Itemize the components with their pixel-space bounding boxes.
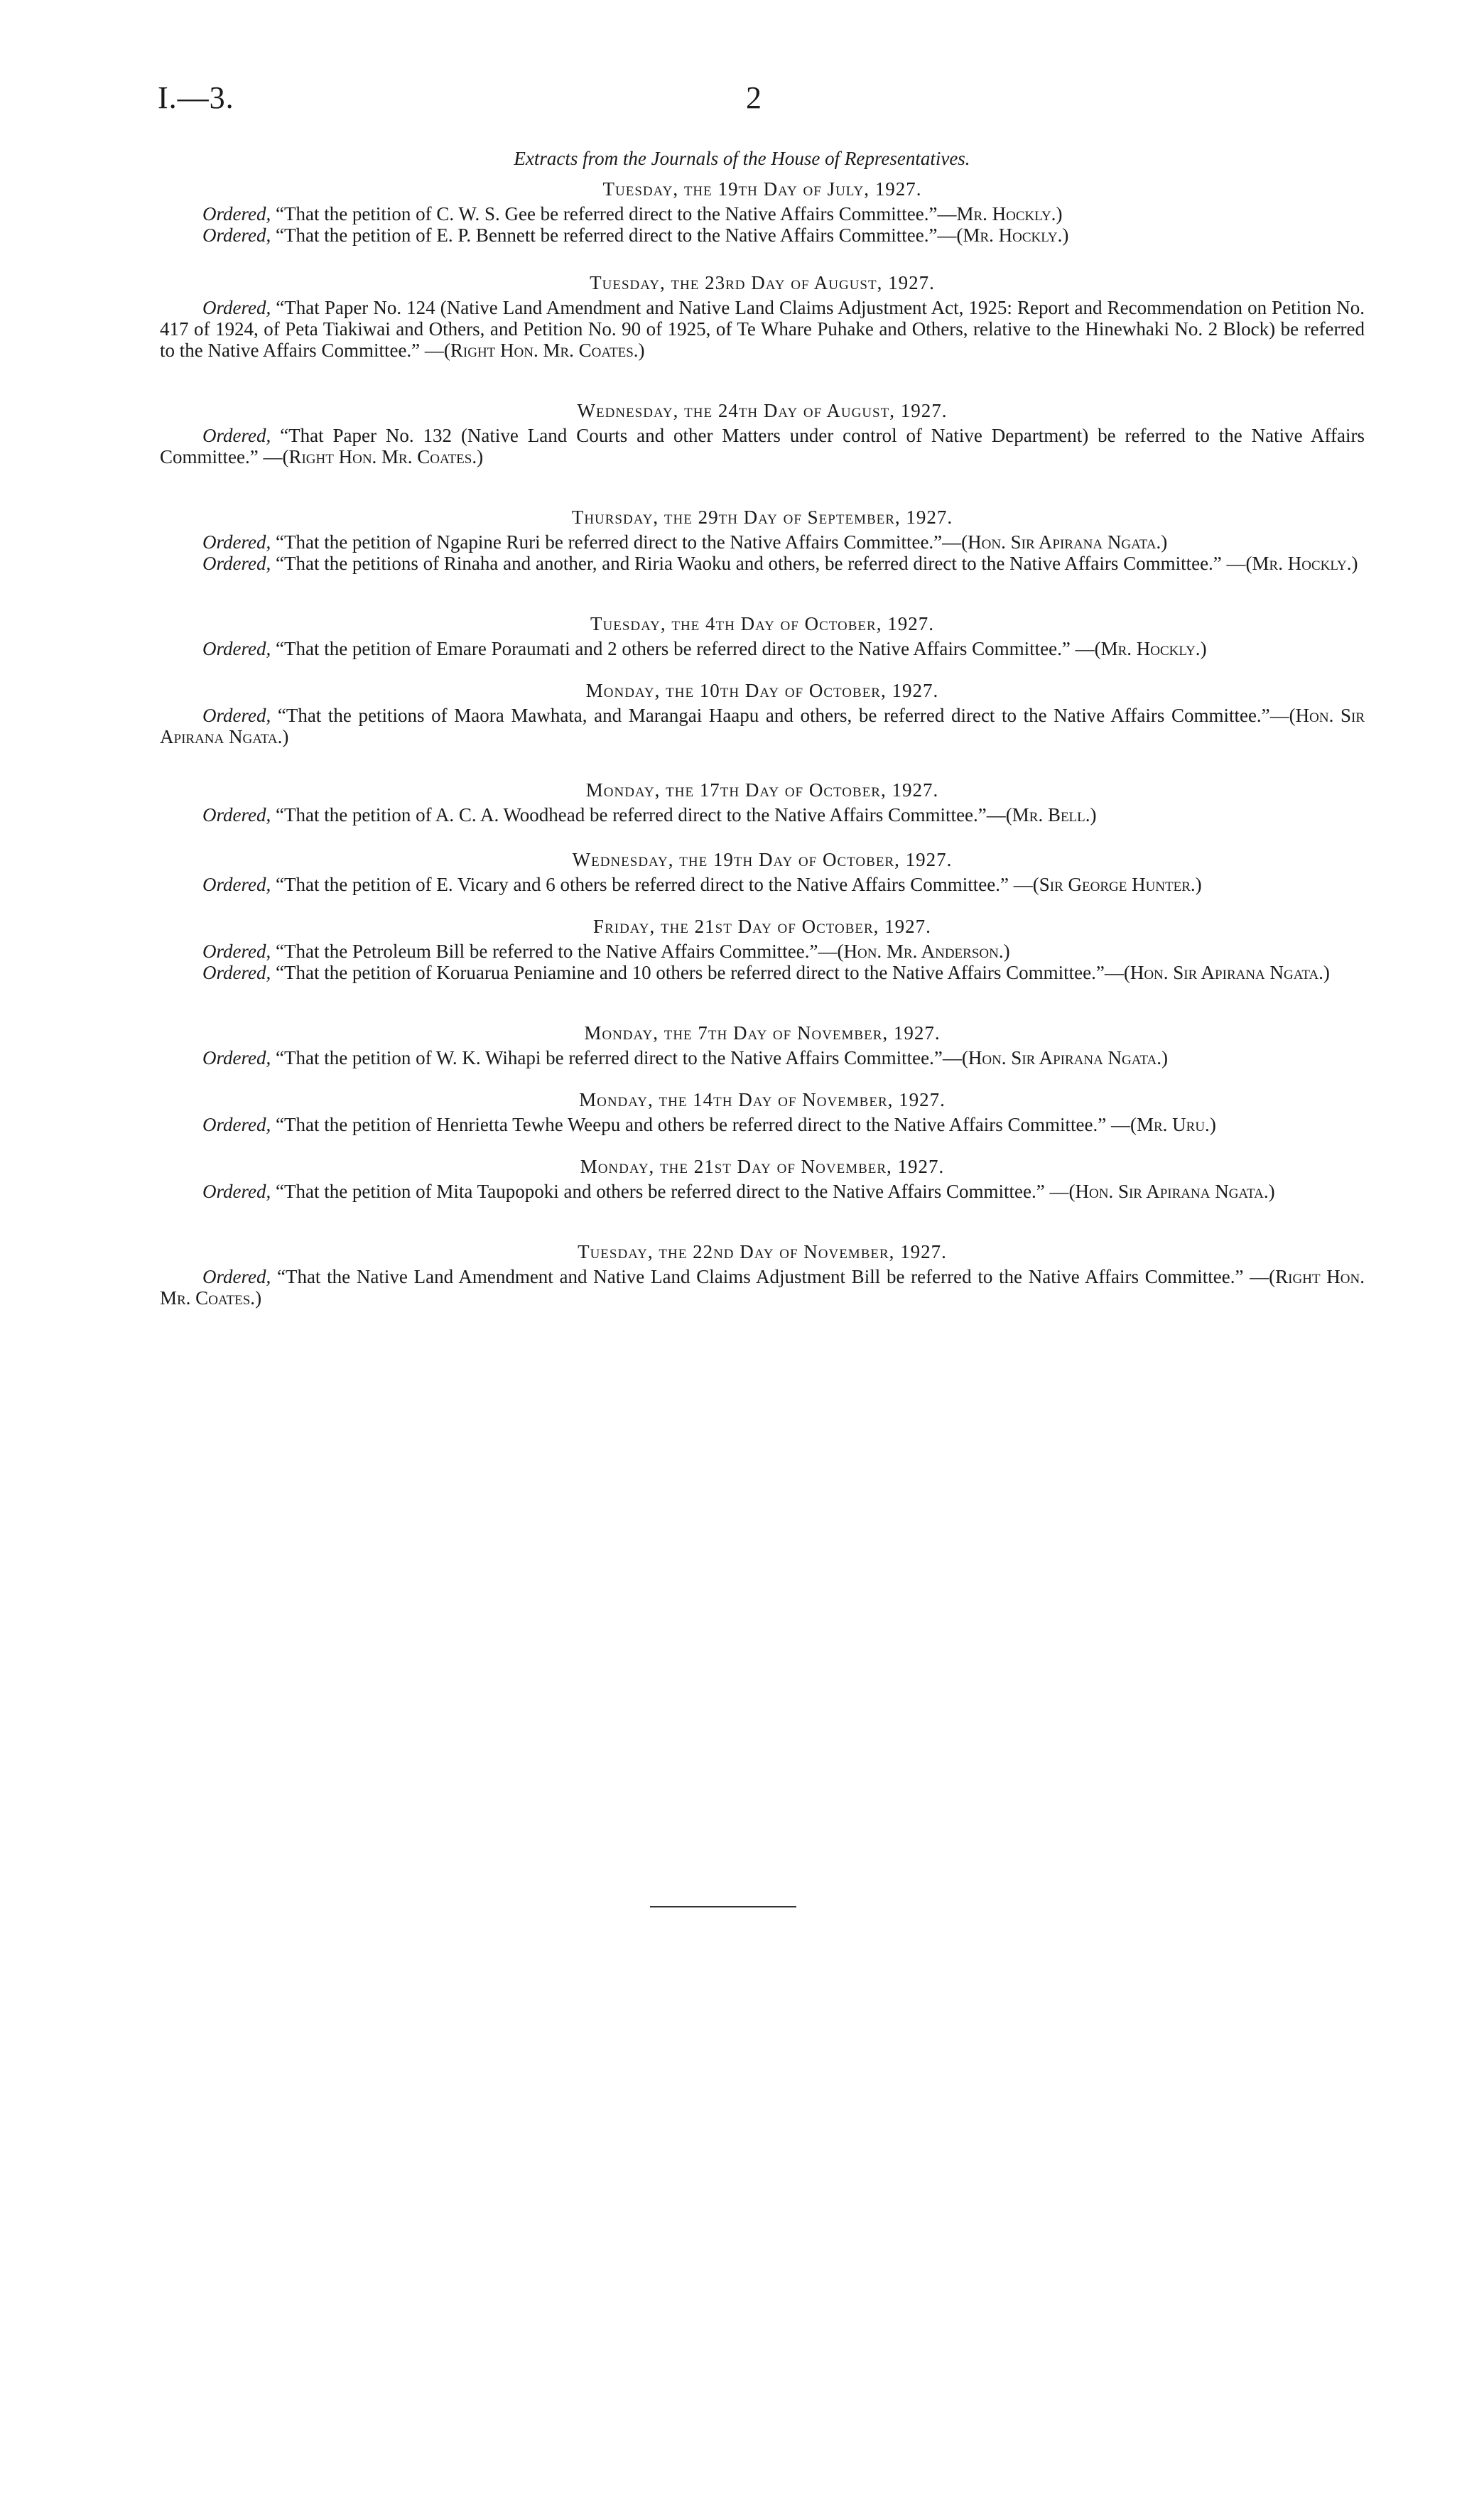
closing-paren: ) [1003,941,1010,962]
day-heading: Tuesday, the 23rd Day of August, 1927. [590,272,935,293]
ordered-label: Ordered, [202,1266,271,1287]
journal-day [160,678,1365,747]
ordered-label: Ordered, [202,425,271,446]
order-text: “That Paper No. 132 (Native Land Courts and other Matters under control of Native Department) be referred to the Native Affairs Committee.” —( [160,425,1365,467]
ordered-label: Ordered, [202,531,271,553]
journal-day [160,611,1365,659]
journal-day [160,1154,1365,1202]
closing-paren: ) [638,340,645,361]
order-entry [160,874,1365,895]
order-text: “That the Native Land Amendment and Native Land Claims Adjustment Bill be referred to the Native Affairs Committee.” —( [271,1266,1276,1287]
ordered-label: Ordered, [202,553,271,574]
mover-name: Mr. Bell. [1012,804,1090,826]
order-entry [160,1114,1365,1135]
closing-rule [650,1906,796,1907]
order-entry [160,638,1365,659]
order-entry [160,203,1365,224]
mover-name: Mr. Hockly. [1252,553,1352,574]
closing-paren: ) [477,446,484,467]
mover-name: Right Hon. Mr. Coates. [450,340,639,361]
ordered-label: Ordered, [202,297,271,318]
order-text: “That the petition of W. K. Wihapi be referred direct to the Native Affairs Committee.”—( [271,1047,968,1068]
page-reference: I.—3. [158,80,234,115]
order-entry [160,962,1365,983]
day-heading: Monday, the 17th Day of October, 1927. [585,779,939,801]
closing-paren: ) [1323,962,1330,983]
day-heading: Wednesday, the 24th Day of August, 1927. [577,400,948,421]
closing-paren: ) [1161,1047,1168,1068]
day-heading: Monday, the 21st Day of November, 1927. [580,1156,945,1177]
mover-name: Hon. Mr. Anderson. [843,941,1004,962]
order-text: “That the petition of Mita Taupopoki and others be referred direct to the Native Affairs Committee.” —( [271,1181,1076,1202]
order-entry [160,804,1365,826]
mover-name: Mr. Uru. [1136,1114,1210,1135]
journal-day [160,847,1365,895]
closing-paren: ) [1090,804,1097,826]
journal-day [160,176,1365,246]
day-heading: Thursday, the 29th Day of September, 1927. [571,507,953,528]
mover-name: Hon. Sir Apirana Ngata. [160,705,1365,747]
closing-paren: ) [1161,531,1168,553]
mover-name: Hon. Sir Apirana Ngata. [968,531,1161,553]
page-number: 2 [746,80,762,115]
journal-day [160,914,1365,983]
order-entry [160,941,1365,962]
closing-paren: ) [1209,1114,1216,1135]
order-entry [160,224,1365,246]
document-heading: Extracts from the Journals of the House of Representatives. [514,148,970,169]
mover-name: Sir George Hunter. [1039,874,1196,895]
journal-day [160,1087,1365,1135]
order-entry [160,553,1365,574]
journal-day [160,1020,1365,1068]
order-entry [160,297,1365,361]
journal-day [160,504,1365,574]
mover-name: Hon. Sir Apirana Ngata. [1075,1181,1269,1202]
closing-paren: ) [1062,224,1069,246]
ordered-label: Ordered, [202,962,271,983]
closing-paren: ) [1200,638,1207,659]
mover-name: Mr. Hockly. [956,203,1056,224]
mover-name: Mr. Hockly. [963,224,1063,246]
ordered-label: Ordered, [202,705,271,726]
journal-day [160,1239,1365,1309]
ordered-label: Ordered, [202,941,271,962]
journal-day [160,270,1365,361]
order-text: “That the petition of C. W. S. Gee be referred direct to the Native Affairs Committee.”— [271,203,957,224]
order-text: “That the petition of Henrietta Tewhe Weepu and others be referred direct to the Native Affairs Committee.” —( [271,1114,1137,1135]
journal-day [160,398,1365,467]
order-text: “That the petition of Ngapine Ruri be referred direct to the Native Affairs Committee.”—( [271,531,968,553]
order-text: “That Paper No. 124 (Native Land Amendment and Native Land Claims Adjustment Act, 1925: Report and Recommendation on Petition No. 417 of 1924, of Peta Tiakiwai and Others, and Petition No. 90 of 1925, of Te Whare Puhake and Others, relative to the Hinewhaki No. 2 Block) be referred to the Native Affairs Committee.” —( [160,297,1365,361]
journal-day [160,777,1365,826]
closing-paren: ) [1351,553,1358,574]
day-heading: Tuesday, the 22nd Day of November, 1927. [578,1241,947,1262]
order-text: “That the petition of E. Vicary and 6 others be referred direct to the Native Affairs Committee.” —( [271,874,1039,895]
ordered-label: Ordered, [202,874,271,895]
order-entry [160,425,1365,467]
closing-paren: ) [1195,874,1202,895]
mover-name: Mr. Hockly. [1100,638,1201,659]
mover-name: Right Hon. Mr. Coates. [288,446,477,467]
ordered-label: Ordered, [202,224,271,246]
order-entry [160,705,1365,747]
order-entry [160,1047,1365,1068]
order-text: “That the petition of Koruarua Peniamine and 10 others be referred direct to the Native Affairs Committee.”—( [271,962,1130,983]
day-heading: Tuesday, the 19th Day of July, 1927. [602,178,922,200]
order-text: “That the petition of A. C. A. Woodhead be referred direct to the Native Affairs Committee.”—( [271,804,1012,826]
order-entry [160,531,1365,553]
day-heading: Monday, the 7th Day of November, 1927. [584,1022,941,1044]
day-heading: Monday, the 10th Day of October, 1927. [585,680,939,701]
order-entry [160,1181,1365,1202]
ordered-label: Ordered, [202,1047,271,1068]
closing-paren: ) [1056,203,1063,224]
mover-name: Right Hon. Mr. Coates. [160,1266,1365,1309]
order-text: “That the petition of Emare Poraumati and 2 others be referred direct to the Native Affairs Committee.” —( [271,638,1101,659]
mover-name: Hon. Sir Apirana Ngata. [1130,962,1323,983]
day-heading: Monday, the 14th Day of November, 1927. [579,1089,946,1110]
order-text: “That the petition of E. P. Bennett be referred direct to the Native Affairs Committee.”—( [271,224,963,246]
closing-paren: ) [282,726,289,747]
order-text: “That the Petroleum Bill be referred to the Native Affairs Committee.”—( [271,941,844,962]
ordered-label: Ordered, [202,1181,271,1202]
ordered-label: Ordered, [202,638,271,659]
ordered-label: Ordered, [202,1114,271,1135]
journal-extracts [160,176,1365,1309]
mover-name: Hon. Sir Apirana Ngata. [968,1047,1161,1068]
day-heading: Tuesday, the 4th Day of October, 1927. [590,613,934,634]
order-text: “That the petitions of Maora Mawhata, and Marangai Haapu and others, be referred direct to the Native Affairs Committee.”—( [271,705,1296,726]
closing-paren: ) [1268,1181,1275,1202]
ordered-label: Ordered, [202,804,271,826]
day-heading: Wednesday, the 19th Day of October, 1927. [572,849,953,870]
order-entry [160,1266,1365,1309]
closing-paren: ) [255,1287,262,1309]
day-heading: Friday, the 21st Day of October, 1927. [593,916,931,937]
order-text: “That the petitions of Rinaha and another, and Riria Waoku and others, be referred direct to the Native Affairs Committee.” —( [271,553,1252,574]
ordered-label: Ordered, [202,203,271,224]
